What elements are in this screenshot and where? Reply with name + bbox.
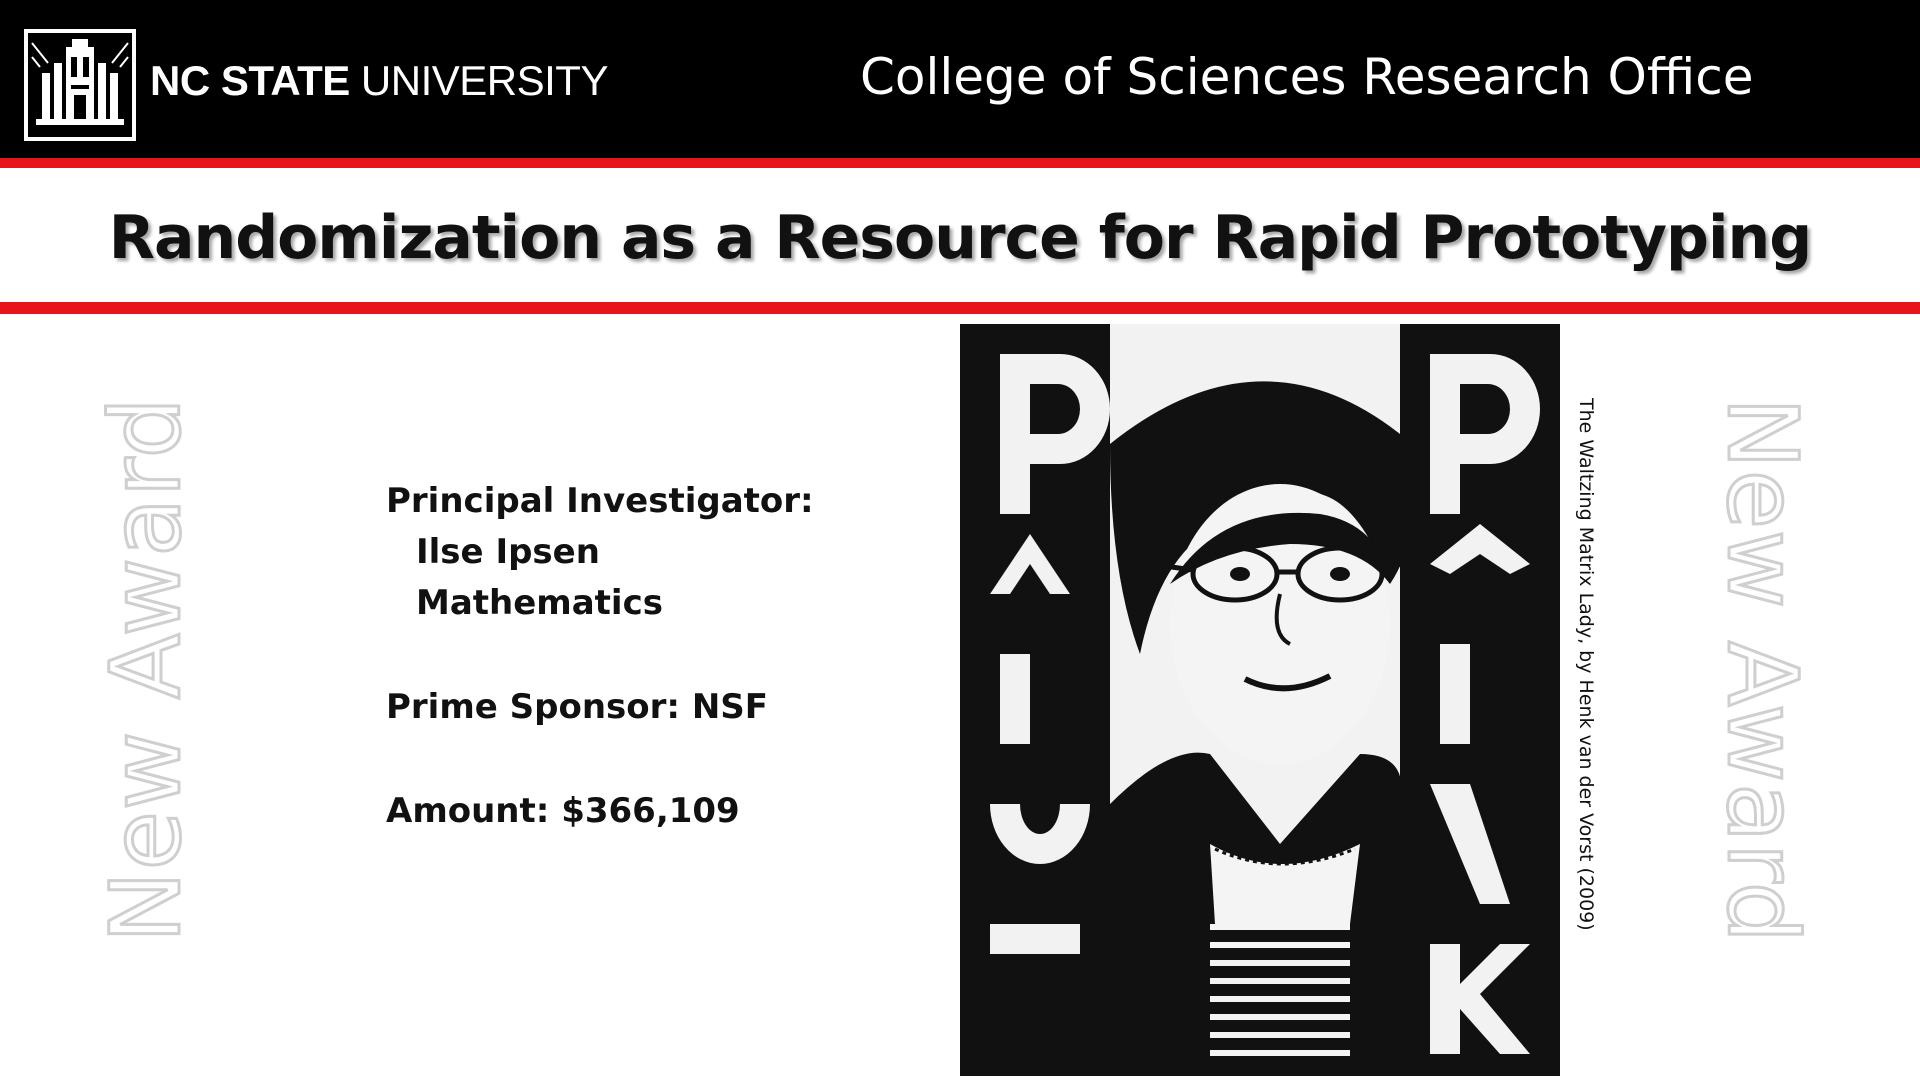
award-details [386,476,906,837]
pi-label: Principal Investigator: [386,481,814,521]
header-bar [0,0,1920,158]
portrait-illustration [960,324,1560,1076]
pi-department: Mathematics [416,583,663,623]
belltower-logo-icon [24,29,136,141]
spacer [386,629,906,682]
new-award-label-right: New Award [1706,396,1818,944]
spacer [386,733,906,786]
woodcut-portrait-image [960,324,1560,1076]
award-amount: Amount: $366,109 [386,791,740,831]
new-award-label-left: New Award [90,396,202,944]
university-name-regular: UNIVERSITY [349,57,608,104]
university-name-bold: NC STATE [150,57,350,104]
slide-title: Randomization as a Resource for Rapid Prototyping [108,203,1812,273]
belltower-logo-graphic [28,33,132,137]
office-title: College of Sciences Research Office [860,48,1754,106]
bottom-red-rule [0,302,1920,314]
image-caption: The Waltzing Matrix Lady, by Henk van der Vorst (2009) [1575,398,1597,931]
prime-sponsor: Prime Sponsor: NSF [386,687,769,727]
top-red-rule [0,158,1920,168]
pi-name: Ilse Ipsen [416,532,600,572]
university-wordmark [150,56,608,106]
